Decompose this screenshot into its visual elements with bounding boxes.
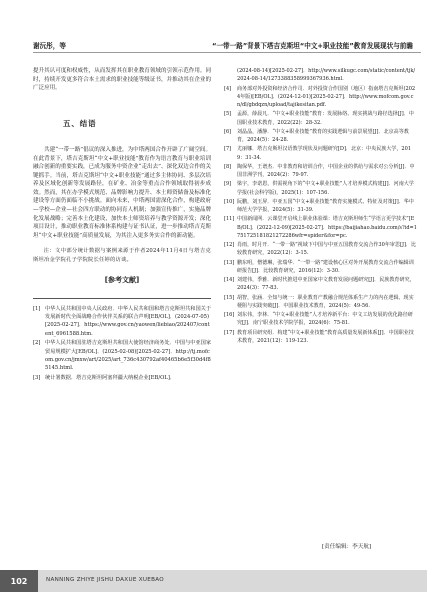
- reference-item: [224, 311, 417, 328]
- reference-number: [9]: [224, 181, 232, 188]
- reference-item: [224, 276, 417, 293]
- reference-number: [2]: [33, 340, 41, 347]
- references-heading: [参考文献]: [104, 276, 140, 285]
- reference-item: [224, 145, 417, 162]
- reference-text: 刘建伟，季雅．新时代推进中亚国家中文教育发展问题研究[J]．民族教育研究，2024(3)：77-83.: [237, 277, 415, 292]
- reference-item: [224, 128, 417, 145]
- journal-name: NANNING ZHIYE JISHU DAXUE XUEBAO: [46, 577, 164, 583]
- reference-text: 刘晶晶，潘静．“中文+职业技能”教育的实践逻辑与前景展望[J]．北京高等教育，2024(5)：24-28.: [237, 128, 409, 143]
- reference-text: 商务部对外投资和经济合作司．对外投资合作国别（地区）指南塔吉克斯坦(2024年版)[EB/OL]．(2024-12-01)[2025-02-27]．http://www.mofcom.gov.cn/dl/gbdqzn/upload/tajikesitan.pdf.: [237, 85, 416, 108]
- reference-text: 阮鹏，刘玉屏．中亚五国“中文+职业技能”教育实施模式、特征及对策[J]．华中师范大学学报，2024(5)：31-39.: [237, 198, 414, 213]
- reference-number: [10]: [224, 198, 235, 205]
- reference-number: [6]: [224, 128, 232, 135]
- reference-text: 陶保华，王谱杰．中非教育和培训合作，中国企业的供给与需求对公分析[J]．中国非洲学刊，2024(2)：79-97.: [237, 163, 415, 178]
- reference-text: 刘东伟，李林．“中文+职业技能”人才培养新平台：中文工坊发展的优化路径研究[J]．南宁职业技术学院学报，2024(6)：75-81.: [237, 312, 413, 327]
- reference-list-right: [224, 67, 417, 345]
- reference-item: [224, 215, 417, 240]
- reference-item: [224, 163, 417, 180]
- reference-item: [224, 329, 417, 346]
- header-divider: [33, 52, 421, 53]
- reference-text: 肖雨，时月开．“一带一路”视域下中国与中亚五国教育交流合作30年审思[J]．比较教育研究，2022(12)：3-15.: [237, 242, 417, 257]
- reference-text: 孟源，薛晨凡．“中文+职业技能”教育：发展脉络、现实挑战与路径选择[J]．中国职业技术教育，2022(22)：28-32.: [237, 111, 414, 126]
- reference-text: 中国新闻网．云课堂开启线上职业体验课：塔吉克斯坦师生“学语言更学技术”[EB/OL]．(2022-12-09)[2025-02-27]．https://baijiahao.baidu.com/s?id=1751725181821272286wfr=spider&for=pc.: [237, 216, 417, 239]
- reference-number: [5]: [224, 111, 232, 118]
- reference-number: [11]: [224, 216, 235, 223]
- reference-number: [3]: [33, 374, 41, 381]
- reference-item: [33, 374, 211, 382]
- section-heading-conclusion: 五、结语: [63, 118, 97, 128]
- reference-text: 教育项目研究组．构建“中文+职业技能”教育高质量发展新体系[J]．中国职业技术教育，2021(12)：119-123.: [237, 329, 414, 344]
- reference-item: [224, 67, 417, 84]
- reference-number: [8]: [224, 163, 232, 170]
- reference-item: [224, 241, 417, 258]
- reference-number: [224, 67, 237, 84]
- reference-number: [15]: [224, 294, 235, 301]
- reference-item: [224, 180, 417, 197]
- reference-item: [224, 259, 417, 276]
- reference-item: [224, 198, 417, 215]
- reference-text: 胡智，张涵．全知与统一：职业教育产教融合规范体系生产力的内在逻辑、现实梗阻与实践突破[J]．中国职业技术教育，2024(5)：49-56.: [237, 294, 414, 309]
- reference-text: 梁宇，李诺恩，供需视角下的“中文+职业技能”人才培养模式构建[J]．河南大学学报(社会科学版)，2025(1)：107-156.: [237, 181, 414, 196]
- references-divider: [33, 298, 211, 299]
- page-number: 102: [0, 570, 38, 592]
- reference-text: 尤丽娜．塔吉克斯坦汉语教学现状及问题研究[D]．北京：中央民族大学，2019：31-34.: [237, 146, 412, 161]
- reference-number: [4]: [224, 85, 232, 92]
- page-footer: [0, 566, 427, 603]
- right-column: [224, 67, 417, 346]
- reference-item: [33, 339, 211, 373]
- reference-text: 中华人民共和国中央人民政府．中华人民共和国和塔吉克斯坦共和国关于发展新时代全面战略合作伙伴关系的联合声明[EB/OL]．(2024-07-05)[2025-02-27]．https://www.gov.cn/yaowen/liebiao/202407/content_6961588.htm.: [45, 305, 212, 337]
- reference-number: [7]: [224, 146, 232, 153]
- header-authors: 谢沅彤，等: [33, 42, 66, 50]
- reference-number: [12]: [224, 242, 235, 248]
- reference-number: [13]: [224, 259, 235, 266]
- header-article-title: “一带一路”背景下塔吉克斯坦“中文+职业技能”教育发展现状与前瞻: [212, 42, 413, 50]
- responsible-editor: [责任编辑：李天航]: [322, 544, 372, 550]
- reference-list-left: [33, 305, 211, 383]
- left-column: [33, 67, 211, 383]
- reference-text: (2024-08-14)[2025-02-27]．http://www.silkugc.com/static/content/tjk/2024-08-14/1273388358999367936.html.: [237, 68, 416, 83]
- reference-text: 统计署数据．塔吉克斯坦阿塞拜疆大纳税企业[EB/OL]．: [45, 374, 176, 381]
- intro-paragraph: 提升其认可度和权威性，从而发挥其在职业教育领域的引领示范作用。同时，持续开发更多符合本土需求的职业技能等级证书，并推动其在企业的广泛应用。: [33, 68, 211, 92]
- reference-text: 中华人民共和国驻塔吉克斯坦共和国大使馆经济商务处．中国与中亚国家贸易规模扩大[EB/OL]．(2025-02-08)[2025-02-27]．http://tj.mofcom.gov.cn/jmxw/art/2025/art_736c430792af40465b6e5f30d4f85145.html.: [45, 340, 212, 372]
- reference-item: [224, 85, 417, 110]
- reference-number: [1]: [33, 305, 41, 312]
- reference-number: [17]: [224, 329, 235, 336]
- reference-text: 鹏东明，僧德琳，张瑞华．“一带一路”建设核心区对外开展教育交流合作编辑训研报告[J]．比较教育研究，2016(12)：3-30.: [237, 259, 414, 274]
- running-header: [0, 0, 427, 50]
- reference-item: [33, 305, 211, 339]
- conclusion-paragraph: 共建“一带一路”倡议的深入推进，为中塔两国合作开辟了广阔空间。在此背景下，塔吉克斯坦“中文+职业技能”教育作为语言教育与职业培训融合创新的重要实践，已成为服务中资企业“走出去”、深化双边合作的关键抓手。当前，塔吉克斯坦“中文+职业技能”通过多主体协同、多层次培养及区域化创新等发展路径，在矿业、冶金等重点合作领域取得初步成效。然而，其在办学模式规范、品牌影响力提升、本土师资储备及标准化建设等方面仍面临不小挑战。面向未来，中塔两国需深化合作，构建政府—学校—企业—社会四方联动的协同育人机制；加强宣传推广，实施品牌化发展战略；完善本土化建设，加快本土师资培养与教学资源开发；深化项目设计，推动职业教育标准体系构建与证书认证，进一步推动塔吉克斯坦“中文+职业技能”高质量发展，为其注入更多务实合作的新动能。: [33, 147, 211, 239]
- reference-number: [14]: [224, 277, 235, 283]
- author-note: 注：文中部分统计数据与案例来源于作者2024年11月4日与塔吉克斯坦冶金学院孔子学院院长任婷的访谈。: [33, 248, 211, 263]
- reference-item: [224, 110, 417, 127]
- reference-number: [16]: [224, 312, 235, 318]
- reference-item: [224, 294, 417, 311]
